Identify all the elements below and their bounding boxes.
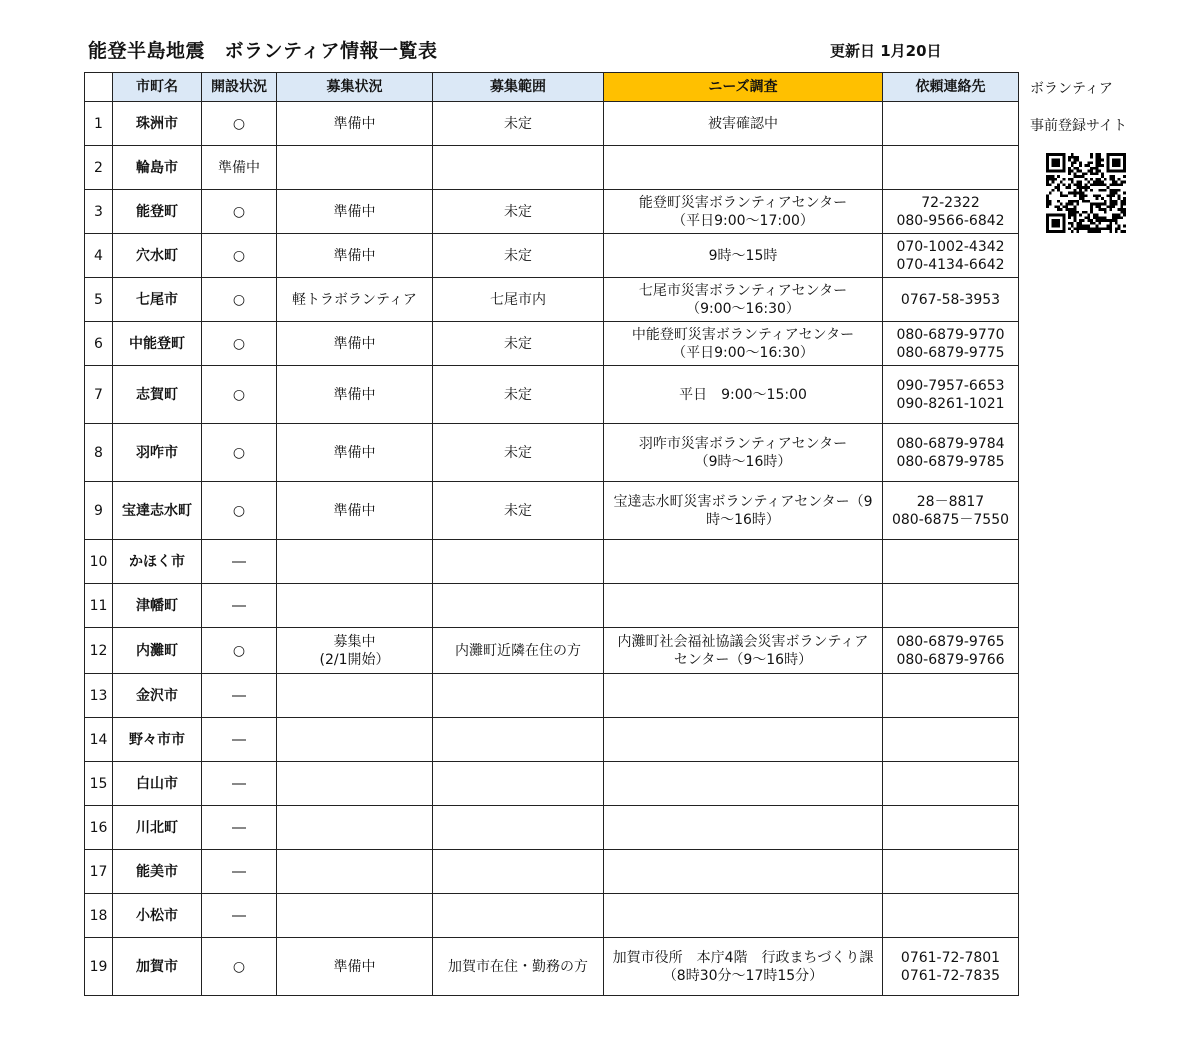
recruit-status [277, 234, 433, 278]
row-number: 10 [85, 540, 113, 584]
recruit-status [277, 424, 433, 482]
city-name: 志賀町 [113, 366, 202, 424]
contact-info-line: 090-8261-1021 [896, 395, 1005, 412]
contact-info-line: 28－8817 [916, 493, 985, 510]
needs-survey-line: 羽咋市災害ボランティアセンター [638, 435, 848, 452]
contact-info [883, 366, 1019, 424]
recruit-scope [433, 718, 604, 762]
row-number: 14 [85, 718, 113, 762]
row-number: 1 [85, 102, 113, 146]
open-status: ○ [202, 234, 277, 278]
needs-survey [604, 806, 883, 850]
city-name: 加賀市 [113, 938, 202, 996]
recruit-status-line: 軽トラボランティア [292, 291, 417, 308]
recruit-scope [433, 762, 604, 806]
needs-survey [604, 674, 883, 718]
table-row [85, 674, 1019, 718]
needs-survey-line: 能登町災害ボランティアセンター [638, 194, 848, 211]
contact-info-line: 080-6879-9784 [896, 435, 1005, 452]
needs-survey-line: 中能登町災害ボランティアセンター [631, 326, 855, 343]
city-name: 羽咋市 [113, 424, 202, 482]
recruit-status-line: 準備中 [333, 386, 376, 403]
needs-survey [604, 938, 883, 996]
table-row [85, 102, 1019, 146]
recruit-scope [433, 482, 604, 540]
needs-survey [604, 584, 883, 628]
contact-info-line: 0761-72-7801 [900, 949, 1001, 966]
registration-label-line2: 事前登録サイト [1030, 118, 1128, 134]
recruit-status [277, 718, 433, 762]
row-number: 12 [85, 628, 113, 674]
recruit-scope-line: 内灘町近隣在住の方 [455, 642, 581, 659]
table-row [85, 424, 1019, 482]
contact-info [883, 234, 1019, 278]
recruit-status-line: 準備中 [333, 203, 376, 220]
needs-survey [604, 234, 883, 278]
recruit-scope [433, 234, 604, 278]
recruit-scope [433, 850, 604, 894]
contact-info-line: 080-6879-9785 [896, 453, 1005, 470]
open-status: ― [202, 762, 277, 806]
recruit-status-line: 準備中 [333, 502, 376, 519]
table-row [85, 366, 1019, 424]
recruit-scope-line: 未定 [504, 247, 532, 264]
recruit-status [277, 102, 433, 146]
needs-survey [604, 482, 883, 540]
contact-info-line: 070-1002-4342 [896, 238, 1005, 255]
recruit-scope [433, 806, 604, 850]
needs-survey-line: 平日 9:00～15:00 [679, 386, 807, 403]
recruit-status [277, 938, 433, 996]
city-name: 金沢市 [113, 674, 202, 718]
needs-survey-line: 加賀市役所 本庁4階 行政まちづくり課 [612, 949, 874, 966]
volunteer-table [84, 72, 1019, 996]
table-row [85, 584, 1019, 628]
needs-survey-line: 宝達志水町災害ボランティアセンター（9 [613, 493, 873, 510]
needs-survey [604, 628, 883, 674]
recruit-scope-line: 加賀市在住・勤務の方 [448, 958, 588, 975]
contact-info [883, 278, 1019, 322]
needs-survey-line: （8時30分～17時15分） [662, 967, 824, 984]
recruit-status-line: 準備中 [333, 115, 376, 132]
contact-info [883, 762, 1019, 806]
needs-survey-line: センター（9～16時） [673, 651, 813, 668]
city-name: 中能登町 [113, 322, 202, 366]
city-name: 輪島市 [113, 146, 202, 190]
contact-info-line: 080-6879-9765 [896, 633, 1005, 650]
contact-info-line: 080-6875－7550 [891, 511, 1010, 528]
table-row [85, 850, 1019, 894]
table-row [85, 482, 1019, 540]
recruit-status [277, 584, 433, 628]
row-number: 18 [85, 894, 113, 938]
needs-survey [604, 718, 883, 762]
recruit-status [277, 146, 433, 190]
needs-survey [604, 146, 883, 190]
table-row [85, 190, 1019, 234]
needs-survey-line: 七尾市災害ボランティアセンター [638, 282, 848, 299]
col-header-open-status: 開設状況 [202, 73, 277, 102]
contact-info [883, 424, 1019, 482]
city-name: 川北町 [113, 806, 202, 850]
city-name: 内灘町 [113, 628, 202, 674]
row-number: 3 [85, 190, 113, 234]
needs-survey-line: （9:00～16:30） [686, 300, 800, 317]
recruit-status [277, 894, 433, 938]
table-row [85, 146, 1019, 190]
open-status: ― [202, 584, 277, 628]
row-number: 6 [85, 322, 113, 366]
row-number: 19 [85, 938, 113, 996]
recruit-status [277, 540, 433, 584]
contact-info [883, 674, 1019, 718]
recruit-scope [433, 278, 604, 322]
needs-survey-line: 内灘町社会福祉協議会災害ボランティア [617, 633, 869, 650]
row-number: 15 [85, 762, 113, 806]
city-name: 宝達志水町 [113, 482, 202, 540]
contact-info-line: 0761-72-7835 [900, 967, 1001, 984]
recruit-status-line: 準備中 [333, 444, 376, 461]
contact-info-line: 070-4134-6642 [896, 256, 1005, 273]
col-header-needs-survey: ニーズ調査 [604, 73, 883, 102]
contact-info [883, 540, 1019, 584]
row-number: 11 [85, 584, 113, 628]
open-status: ― [202, 674, 277, 718]
needs-survey [604, 894, 883, 938]
open-status: ○ [202, 190, 277, 234]
needs-survey-line: （9時～16時） [694, 453, 792, 470]
recruit-status [277, 366, 433, 424]
recruit-status-line: 募集中 [333, 633, 376, 650]
recruit-status-line: (2/1開始） [319, 651, 390, 668]
row-number: 13 [85, 674, 113, 718]
recruit-scope-line: 未定 [504, 386, 532, 403]
registration-label-line1: ボランティア [1030, 81, 1113, 97]
open-status: ― [202, 718, 277, 762]
row-number: 8 [85, 424, 113, 482]
table-row [85, 806, 1019, 850]
contact-info [883, 190, 1019, 234]
recruit-status [277, 482, 433, 540]
needs-survey-line: 時～16時） [706, 511, 780, 528]
recruit-scope-line: 未定 [504, 444, 532, 461]
recruit-scope [433, 146, 604, 190]
needs-survey-line: 9時～15時 [708, 247, 778, 264]
col-header-no [85, 73, 113, 102]
needs-survey-line: （平日9:00～16:30） [672, 344, 814, 361]
recruit-status [277, 628, 433, 674]
recruit-scope [433, 102, 604, 146]
col-header-recruit-status: 募集状況 [277, 73, 433, 102]
recruit-status [277, 762, 433, 806]
recruit-status-line: 準備中 [333, 958, 376, 975]
contact-info [883, 850, 1019, 894]
recruit-scope-line: 未定 [504, 502, 532, 519]
col-header-contact: 依頼連絡先 [883, 73, 1019, 102]
needs-survey-line: （平日9:00～17:00） [672, 212, 814, 229]
recruit-status [277, 322, 433, 366]
city-name: 穴水町 [113, 234, 202, 278]
recruit-scope [433, 424, 604, 482]
recruit-scope-line: 未定 [504, 203, 532, 220]
table-row [85, 628, 1019, 674]
recruit-status-line: 準備中 [333, 335, 376, 352]
recruit-scope [433, 938, 604, 996]
updated-date: 更新日 1月20日 [830, 42, 942, 60]
table-row [85, 762, 1019, 806]
table-row [85, 322, 1019, 366]
needs-survey [604, 850, 883, 894]
contact-info [883, 322, 1019, 366]
recruit-scope [433, 540, 604, 584]
city-name: かほく市 [113, 540, 202, 584]
open-status: ― [202, 540, 277, 584]
contact-info [883, 718, 1019, 762]
row-number: 16 [85, 806, 113, 850]
recruit-status [277, 190, 433, 234]
contact-info [883, 628, 1019, 674]
open-status: ― [202, 850, 277, 894]
open-status: ○ [202, 322, 277, 366]
open-status: ○ [202, 482, 277, 540]
row-number: 7 [85, 366, 113, 424]
contact-info-line: 080-6879-9766 [896, 651, 1005, 668]
qr-code-icon[interactable] [1046, 153, 1126, 233]
contact-info-line: 090-7957-6653 [896, 377, 1005, 394]
page-title: 能登半島地震 ボランティア情報一覧表 [88, 40, 438, 62]
recruit-scope [433, 674, 604, 718]
table-row [85, 234, 1019, 278]
open-status: ― [202, 806, 277, 850]
city-name: 能登町 [113, 190, 202, 234]
open-status: 準備中 [202, 146, 277, 190]
contact-info [883, 806, 1019, 850]
row-number: 5 [85, 278, 113, 322]
open-status: ○ [202, 424, 277, 482]
open-status: ○ [202, 366, 277, 424]
recruit-status [277, 850, 433, 894]
contact-info [883, 102, 1019, 146]
recruit-scope [433, 894, 604, 938]
needs-survey [604, 190, 883, 234]
needs-survey [604, 540, 883, 584]
recruit-status-line: 準備中 [333, 247, 376, 264]
row-number: 17 [85, 850, 113, 894]
contact-info [883, 584, 1019, 628]
contact-info [883, 482, 1019, 540]
recruit-status [277, 278, 433, 322]
col-header-city: 市町名 [113, 73, 202, 102]
table-row [85, 278, 1019, 322]
recruit-scope [433, 584, 604, 628]
recruit-scope-line: 未定 [504, 335, 532, 352]
contact-info-line: 0767-58-3953 [900, 291, 1001, 308]
city-name: 小松市 [113, 894, 202, 938]
recruit-scope [433, 366, 604, 424]
contact-info [883, 894, 1019, 938]
needs-survey [604, 366, 883, 424]
needs-survey-line: 被害確認中 [708, 115, 778, 132]
table-row [85, 718, 1019, 762]
contact-info-line: 080-6879-9770 [896, 326, 1005, 343]
table-header-row [85, 73, 1019, 102]
recruit-status [277, 806, 433, 850]
recruit-scope-line: 未定 [504, 115, 532, 132]
city-name: 珠洲市 [113, 102, 202, 146]
table-row [85, 540, 1019, 584]
row-number: 2 [85, 146, 113, 190]
contact-info-line: 080-9566-6842 [896, 212, 1005, 229]
open-status: ○ [202, 938, 277, 996]
needs-survey [604, 424, 883, 482]
open-status: ― [202, 894, 277, 938]
recruit-scope [433, 190, 604, 234]
city-name: 白山市 [113, 762, 202, 806]
open-status: ○ [202, 628, 277, 674]
contact-info [883, 146, 1019, 190]
contact-info-line: 080-6879-9775 [896, 344, 1005, 361]
recruit-scope [433, 628, 604, 674]
needs-survey [604, 102, 883, 146]
city-name: 津幡町 [113, 584, 202, 628]
recruit-status [277, 674, 433, 718]
row-number: 4 [85, 234, 113, 278]
contact-info-line: 72-2322 [921, 194, 980, 211]
city-name: 野々市市 [113, 718, 202, 762]
open-status: ○ [202, 102, 277, 146]
open-status: ○ [202, 278, 277, 322]
needs-survey [604, 322, 883, 366]
table-row [85, 938, 1019, 996]
contact-info [883, 938, 1019, 996]
col-header-recruit-scope: 募集範囲 [433, 73, 604, 102]
row-number: 9 [85, 482, 113, 540]
needs-survey [604, 762, 883, 806]
recruit-scope-line: 七尾市内 [490, 291, 546, 308]
city-name: 七尾市 [113, 278, 202, 322]
table-row [85, 894, 1019, 938]
needs-survey [604, 278, 883, 322]
recruit-scope [433, 322, 604, 366]
city-name: 能美市 [113, 850, 202, 894]
